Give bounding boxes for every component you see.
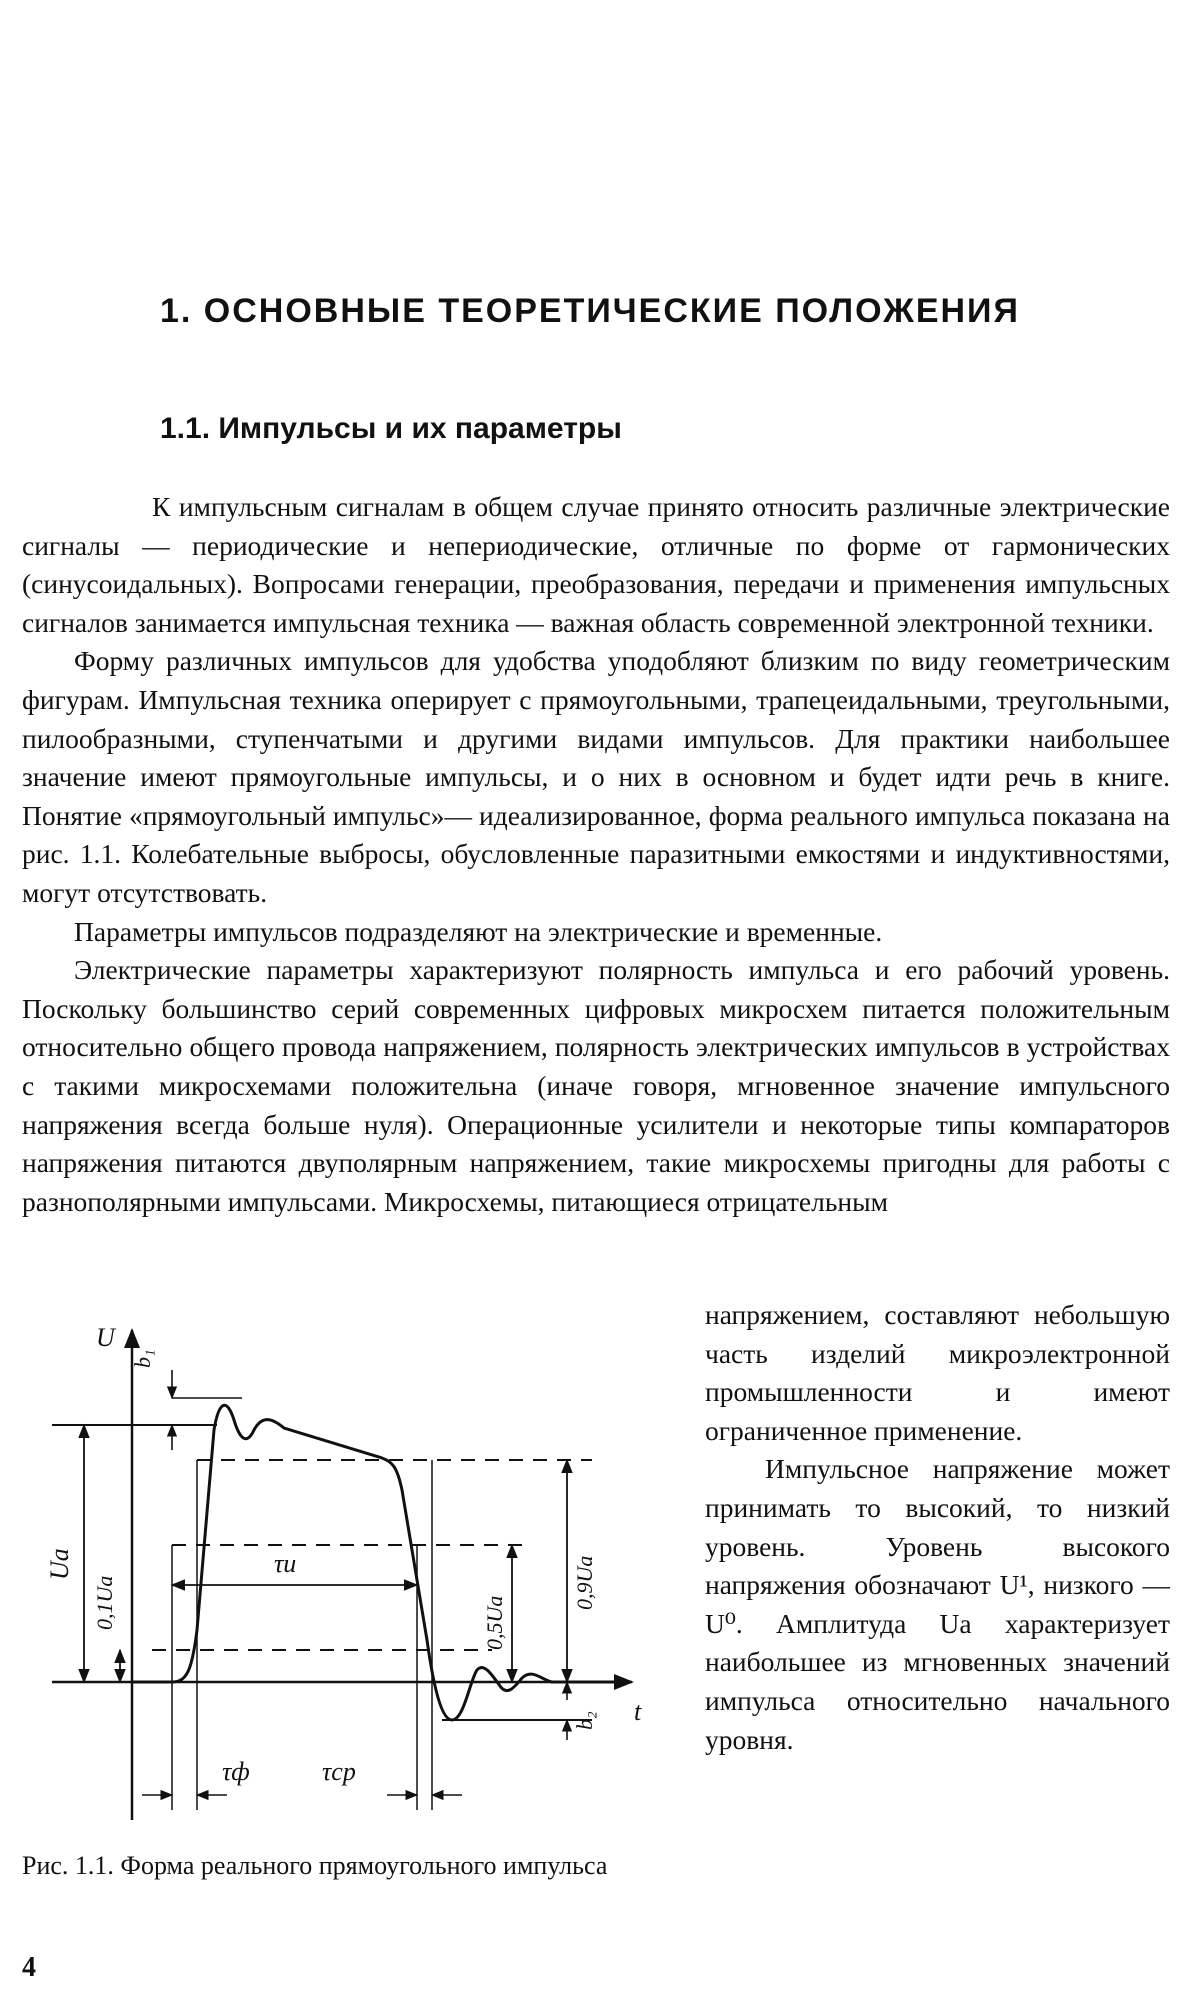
body-text — [22, 488, 1170, 1221]
section-title: 1.1. Импульсы и их параметры — [160, 412, 622, 445]
tau-f-label: τф — [222, 1757, 250, 1786]
ua-label: Uа — [45, 1548, 74, 1580]
u-axis-label: U — [96, 1323, 115, 1352]
b2-label: b₂ — [572, 1711, 597, 1730]
page-number: 4 — [22, 1952, 36, 1983]
pulse-diagram — [22, 1310, 672, 1840]
u09-label: 0,9Uа — [572, 1555, 597, 1610]
figure-caption: Рис. 1.1. Форма реального прямоугольного импульса — [22, 1851, 608, 1880]
pulse-figure — [22, 1310, 672, 1840]
tau-sr-label: τср — [322, 1757, 356, 1786]
paragraph: Форму различных импульсов для удобства уподобляют близким по виду геометрическим фигурам. Импульсная техника оперирует с прямоугольными, трапецеидальными, треугольными, пилообразными, ступенчатыми и другими видами импульсов. Для практики наибольшее значение имеют прямоугольные импульсы, и о них в основном и будет идти речь в книге. Понятие «прямоугольный импульс»— идеализированное, форма реального импульса показана на рис. 1.1. Колебательные выбросы, обусловленные паразитными емкостями и индуктивностями, могут отсутствовать. — [22, 645, 1170, 908]
u01-label: 0,1Uа — [92, 1575, 117, 1630]
tau-i-label: τи — [274, 1549, 297, 1578]
paragraph: напряжением, составляют небольшую часть изделий микроэлектронной промышленности и имеют ограниченное применение. — [705, 1299, 1170, 1446]
paragraph: К импульсным сигналам в общем случае принято относить различные электрические сигналы — периодические и непериодические, отличные по форме от гармонических (синусоидальных). Вопросами генерации, преобразования, передачи и применения импульсных сигналов занимается импульсная техника — важная область современной электронной техники. — [22, 491, 1170, 638]
paragraph: Импульсное напряжение может принимать то высокий, то низкий уровень. Уровень высокого напряжения обозначают U¹, низкого — U⁰. Амплитуда Uа характеризует наибольшее из мгновенных значений импульса относительно начального уровня. — [705, 1453, 1170, 1755]
right-column-text — [705, 1296, 1170, 1759]
u05-label: 0,5Uа — [482, 1595, 507, 1650]
paragraph: Электрические параметры характеризуют полярность импульса и его рабочий уровень. Поскольку большинство серий современных цифровых микросхем питается положительным относительно общего провода напряжением, полярность электрических импульсов в устройствах с такими микросхемами положительна (иначе говоря, мгновенное значение импульсного напряжения всегда больше нуля). Операционные усилители и некоторые типы компараторов напряжения питаются двуполярным напряжением, такие микросхемы пригодны для работы с разнополярными импульсами. Микросхемы, питающиеся отрицательным — [22, 954, 1170, 1217]
t-axis-label: t — [634, 1697, 642, 1726]
chapter-title: 1. ОСНОВНЫЕ ТЕОРЕТИЧЕСКИЕ ПОЛОЖЕНИЯ — [160, 292, 1020, 330]
paragraph: Параметры импульсов подразделяют на электрические и временные. — [74, 915, 883, 947]
pulse-waveform — [132, 1405, 622, 1720]
b1-label: b₁ — [130, 1349, 155, 1368]
